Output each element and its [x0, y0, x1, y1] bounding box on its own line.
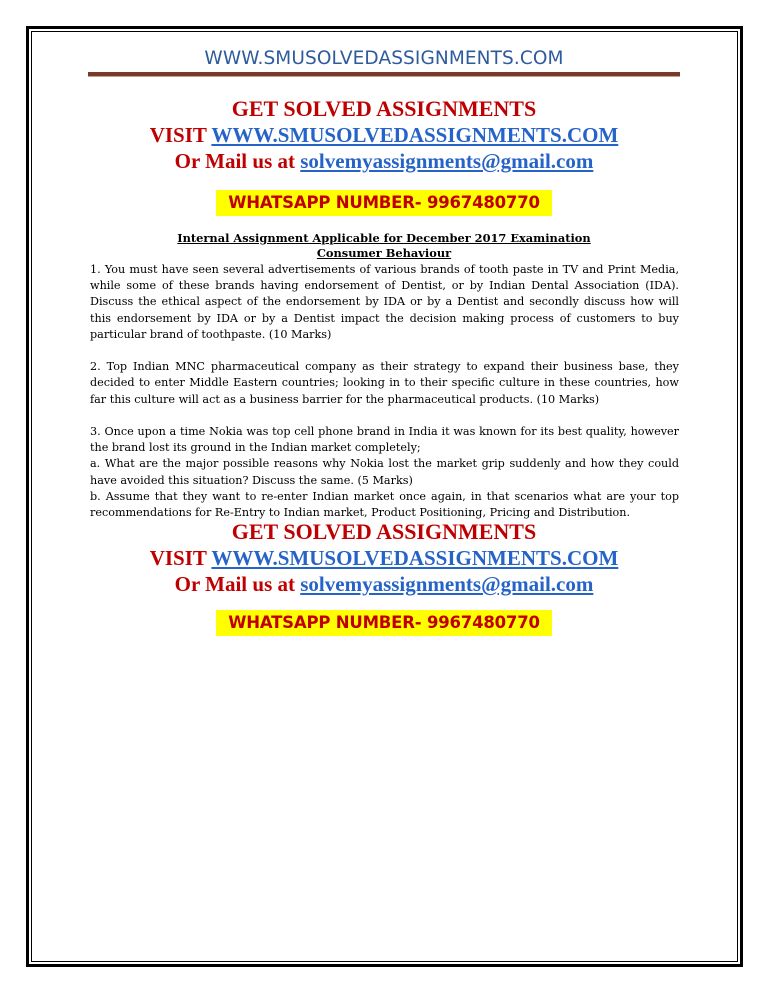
promo-block-top	[40, 96, 728, 174]
question-3a: a. What are the major possible reasons why Nokia lost the market grip suddenly and how they could have avoided this situation? Discuss the same. (5 Marks)	[90, 457, 679, 487]
email-link[interactable]: solvemyassignments@gmail.com	[300, 572, 594, 596]
question-1: 1. You must have seen several advertisements of various brands of tooth paste in TV and Print Media, while some of these brands having endorsement of Dentist, or by Indian Dental Association (IDA). Discuss the ethical aspect of the endorsement by IDA or by a Dentist and secondly discuss how will this endorsement by IDA or by a Dentist impact the decision making process of customers to buy particular brand of toothpaste. (10 Marks)	[90, 263, 679, 341]
header-site-title: WWW.SMUSOLVEDASSIGNMENTS.COM	[204, 48, 564, 69]
question-2: 2. Top Indian MNC pharmaceutical company as their strategy to expand their business base, they decided to enter Middle Eastern countries; looking in to their specific culture in these countries, how far this culture will act as a business barrier for the pharmaceutical products. (10 Marks)	[90, 360, 679, 406]
promo-mail-line	[40, 148, 728, 174]
promo-headline: GET SOLVED ASSIGNMENTS	[231, 519, 537, 544]
question-3b: b. Assume that they want to re-enter Indian market once again, in that scenarios what are your top recommendations for Re-Entry to Indian market, Product Positioning, Pricing and Distribution.	[90, 489, 679, 520]
visit-prefix: VISIT	[149, 123, 207, 147]
promo-headline: GET SOLVED ASSIGNMENTS	[231, 96, 537, 121]
website-link[interactable]: WWW.SMUSOLVEDASSIGNMENTS.COM	[211, 123, 619, 147]
whatsapp-banner-bottom: WHATSAPP NUMBER- 9967480770	[216, 610, 552, 636]
promo-block-bottom	[40, 519, 728, 597]
assignment-body	[90, 262, 679, 521]
visit-prefix: VISIT	[149, 546, 207, 570]
promo-mail-line	[40, 571, 728, 597]
question-3: 3. Once upon a time Nokia was top cell phone brand in India it was known for its best quality, however the brand lost its ground in the Indian market completely;	[90, 425, 679, 455]
promo-visit-line	[40, 545, 728, 571]
assignment-title: Internal Assignment Applicable for December 2017 Examination	[177, 231, 591, 245]
website-link[interactable]: WWW.SMUSOLVEDASSIGNMENTS.COM	[211, 546, 619, 570]
whatsapp-banner-top: WHATSAPP NUMBER- 9967480770	[216, 190, 552, 216]
promo-visit-line	[40, 122, 728, 148]
mail-prefix: Or Mail us at	[174, 149, 295, 173]
header-divider-shadow	[88, 76, 680, 77]
assignment-subject: Consumer Behaviour	[316, 246, 452, 260]
mail-prefix: Or Mail us at	[174, 572, 295, 596]
email-link[interactable]: solvemyassignments@gmail.com	[300, 149, 594, 173]
